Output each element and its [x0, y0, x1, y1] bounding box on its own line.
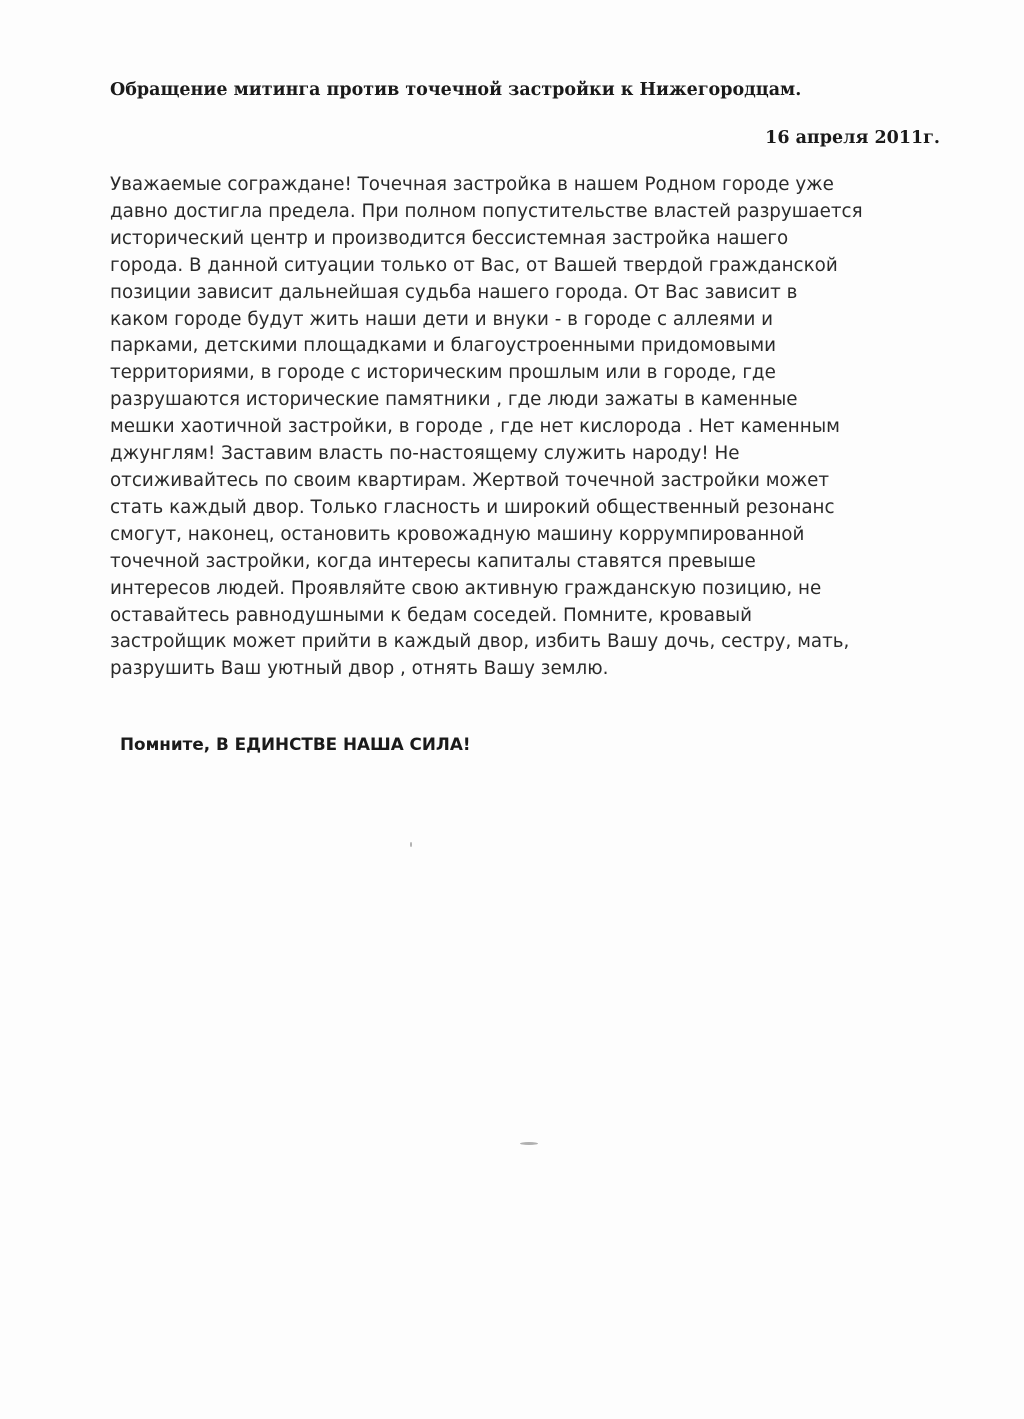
body-line: позиции зависит дальнейшая судьба нашего города. От Вас зависит в: [110, 281, 798, 303]
scan-speck: [520, 1142, 538, 1145]
body-line: парками, детскими площадками и благоустроенными придомовыми: [110, 335, 777, 357]
body-line: разрушить Ваш уютный двор , отнять Вашу землю.: [110, 658, 609, 680]
body-line: разрушаются исторические памятники , где люди зажаты в каменные: [110, 389, 798, 411]
body-line: города. В данной ситуации только от Вас, от Вашей твердой гражданской: [110, 254, 838, 276]
body-line: смогут, наконец, остановить кровожадную машину коррумпированной: [110, 523, 805, 545]
body-line: Уважаемые сограждане! Точечная застройка в нашем Родном городе уже: [110, 174, 834, 195]
document-title: Обращение митинга против точечной застройки к Нижегородцам.: [110, 80, 802, 100]
closing-slogan: Помните, В ЕДИНСТВЕ НАША СИЛА!: [120, 734, 471, 754]
body-line: мешки хаотичной застройки, в городе , где нет кислорода . Нет каменным: [110, 416, 840, 438]
body-line: застройщик может прийти в каждый двор, избить Вашу дочь, сестру, мать,: [110, 631, 850, 653]
appeal-body: [110, 172, 940, 683]
document-date: 16 апреля 2011г.: [765, 128, 940, 148]
body-line: каком городе будут жить наши дети и внуки - в городе с аллеями и: [110, 308, 774, 330]
body-line: оставайтесь равнодушными к бедам соседей. Помните, кровавый: [110, 604, 752, 626]
scan-speck: [410, 842, 412, 847]
body-line: джунглям! Заставим власть по-настоящему служить народу! Не: [110, 443, 740, 465]
body-line: давно достигла предела. При полном попустительстве властей разрушается: [110, 200, 863, 222]
body-line: стать каждый двор. Только гласность и широкий общественный резонанс: [110, 496, 835, 518]
body-line: исторический центр и производится бессистемная застройка нашего: [110, 227, 789, 249]
body-line: интересов людей. Проявляйте свою активную гражданскую позицию, не: [110, 577, 822, 599]
body-line: отсиживайтесь по своим квартирам. Жертвой точечной застройки может: [110, 469, 830, 491]
body-line: территориями, в городе с историческим прошлым или в городе, где: [110, 362, 776, 384]
body-line: точечной застройки, когда интересы капиталы ставятся превыше: [110, 550, 756, 572]
